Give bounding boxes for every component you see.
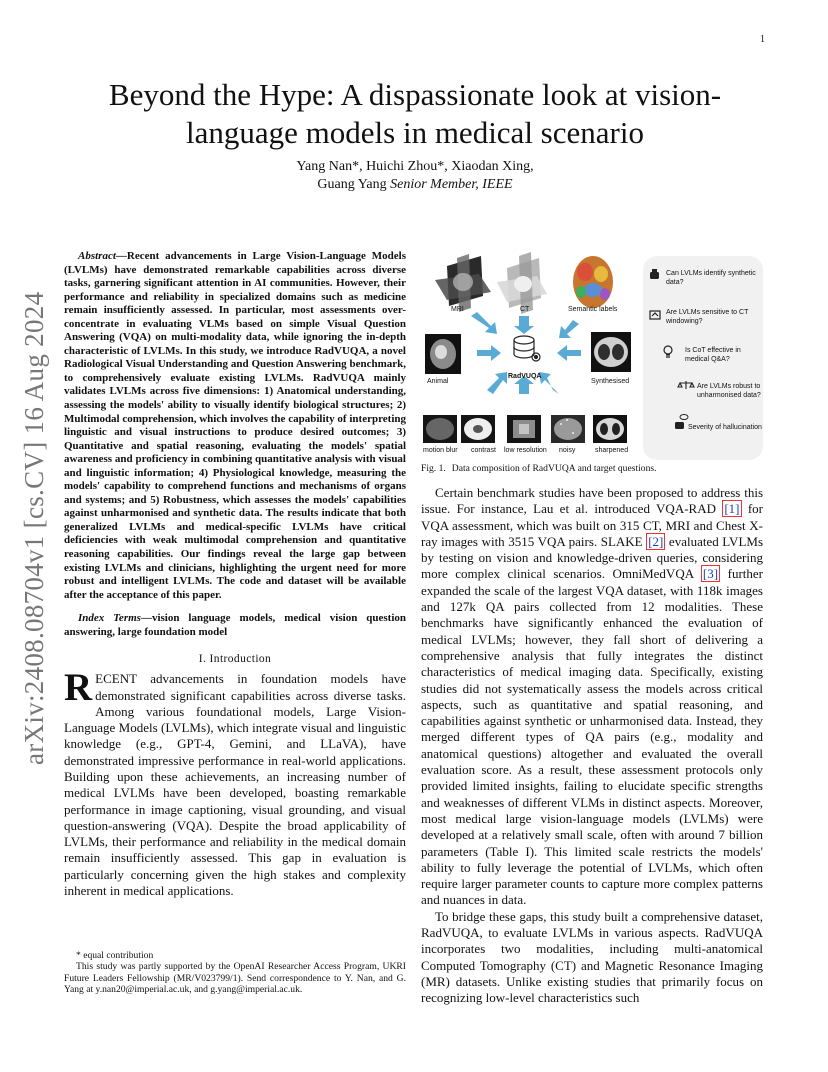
- ct-volume-image: [497, 252, 547, 314]
- right-column: [421, 250, 763, 1007]
- section-heading-introduction: I. Introduction: [198, 653, 272, 666]
- paragraph-text: evaluated LVLMs by testing on vision and knowledge-driven queries, considering more complex clinical scenarios. OmniMedVQA: [421, 533, 764, 582]
- question-unharmonised-data: Are LVLMs robust to unharmonised data?: [697, 383, 761, 399]
- label-sharpened: sharpened: [595, 447, 629, 454]
- paper-title: Beyond the Hype: A dispassionate look at vision-language models in medical scenario: [108, 77, 722, 150]
- low-resolution-scan-image: [507, 415, 541, 443]
- flow-arrows: [471, 312, 581, 394]
- arxiv-identifier-stamp: arXiv:2408.08704v1 [cs.CV] 16 Aug 2024: [19, 291, 49, 765]
- mri-volume-image: [435, 254, 491, 312]
- label-synthesised: Synthesised: [591, 378, 630, 385]
- index-terms-text: —vision language models, medical vision question answering, large foundation model: [64, 612, 406, 638]
- intro-paragraph-text: ECENT advancements in foundation models have demonstrated significant capabilities across diverse tasks. Among various foundational models, Large Vision-Language Models (LVLMs), which integrate visual and linguistic knowledge (e.g., GPT-4, Gemini, and LLaVA), have demonstrated impressive performance in real-world applications. Building upon these achievements, an increasing number of medical LVLMs have been developed, boasting remarkable performance in image captioning, visual grounding, and visual question-answering (VQA). Despite the broad applicability of LVLMs, their performance and reliability in the medical domain remain insufficiently assessed. This gap in evaluation is particularly concerning given the high stakes and complexity inherent in medical applications.: [64, 671, 406, 899]
- figure-caption-text: Data composition of RadVUQA and target questions.: [451, 463, 657, 474]
- intro-paragraph: [64, 666, 406, 899]
- question-ct-windowing: Are LVLMs sensitive to CT windowing?: [666, 309, 749, 325]
- abstract-lead: Abstract: [78, 250, 116, 262]
- label-low-resolution: low resolution: [504, 447, 547, 454]
- label-noisy: noisy: [559, 447, 576, 454]
- page-number: 1: [760, 34, 765, 45]
- citation-link-3[interactable]: [3]: [702, 566, 719, 582]
- label-contrast: contrast: [471, 447, 496, 454]
- semantic-labels-image: [573, 256, 613, 308]
- right-paragraph-2: To bridge these gaps, this study built a comprehensive dataset, RadVUQA, to evaluate LVLMs in various aspects. RadVUQA incorporates two modalities, including multi-anatomical Computed Tomography (CT) and Magnetic Resonance Imaging (MR) datasets. Unlike existing studies that primarily focus on recognizing low-level characteristics such: [421, 908, 763, 1006]
- abstract-text: —Recent advancements in Large Vision-Language Models (LVLMs) have demonstrated remarkable capabilities across diverse tasks, garnering significant attention in AI communities. However, their performance and reliability in specialized domains such as medicine remain insufficiently assessed. In particular, most assessments over-concentrate in evaluating VLMs based on simple Visual Question Answering (VQA) on multi-modality data, while ignoring the in-depth characteristic of LVLMs. In this study, we introduce RadVUQA, a novel Radiological Visual Understanding and Question Answering benchmark, to comprehensively evaluate existing LVLMs. RadVUQA mainly validates LVLMs across five dimensions: 1) Anatomical understanding, assessing the models' ability to visually identify biological structures; 2) Multimodal comprehension, which involves the capability of interpreting linguistic and visual instructions to produce desired outcomes; 3) Quantitative and spatial reasoning, evaluating the models' spatial awareness and proficiency in combining quantitative analysis with visual and linguistic information; 4) Physiological knowledge, measuring the models' capability to comprehend functions and mechanisms of organs and systems; and 5) Robustness, which assesses the models' capabilities against unharmonised and synthetic data. The results indicate that both generalized LVLMs and medical-specific LVLMs have critical deficiencies with weak multimodal comprehension and quantitative reasoning capabilities. Our findings reveal the large gap between existing LVLMs and clinicians, highlighting the urgent need for more robust and intelligent LVLMs. The code and dataset will be available after the acceptance of this paper.: [64, 250, 406, 601]
- index-terms: [64, 612, 406, 639]
- motion-blur-scan-image: [423, 415, 457, 443]
- animal-scan-image: [425, 334, 461, 374]
- label-motion-blur: motion blur: [423, 447, 458, 454]
- question-synthetic-data: Can LVLMs identify synthetic data?: [666, 270, 756, 286]
- paragraph-text: further expanded the scale of the largest VQA dataset, with 118k images and 127k QA pairs collected from 12 modalities. These benchmarks have significantly enhanced the evaluation of medical LVLMs; however, they fall short of delivering a comprehensive analysis that fully integrates the distinct characteristics of medical imaging data. Specifically, existing studies did not systematically assess the models across critical aspects, such as quantitative and spatial reasoning, and capabilities against synthetic or unharmonised data. Instead, they merged different types of QA pairs (e.g., modality and anatomical questions) altogether and evaluated the overall evaluation score. As a result, these assessment protocols only provided limited insights, failing to elucidate specific strengths and weaknesses of different VLMs in distinct aspects. Moreover, most medical large vision-language models (LVLMs) were developed at a relatively small scale, often with around 7 billion parameters (Table I). This limited scale restricts the models' ability to fully leverage the potential of LVLMs, which often require larger parameter counts to capture more complex patterns and nuances in data.: [421, 566, 763, 908]
- label-ct: CT: [520, 306, 530, 313]
- author-line-1: Yang Nan*, Huichi Zhou*, Xiaodan Xing,: [296, 159, 534, 174]
- figure-caption-number: Fig. 1.: [421, 463, 446, 474]
- sharpened-scan-image: [593, 415, 627, 443]
- abstract: [64, 250, 406, 602]
- figure-caption: [421, 463, 763, 475]
- citation-link-1[interactable]: [1]: [724, 501, 740, 517]
- contrast-scan-image: [461, 415, 495, 443]
- noisy-scan-image: [551, 415, 585, 443]
- label-animal: Animal: [427, 378, 449, 385]
- left-column: [64, 250, 406, 899]
- paragraph-text: Certain benchmark studies have been proposed to address this issue. For instance, Lau et al. introduced VQA-RAD: [421, 485, 763, 517]
- label-mri: MRI: [451, 306, 464, 313]
- figure-radvuqa-composition: [421, 250, 763, 460]
- author-membership: Senior Member, IEEE: [390, 177, 513, 192]
- question-hallucination: Severity of hallucination: [688, 424, 762, 431]
- label-semantic-labels: Semantic labels: [568, 306, 618, 313]
- drop-cap: R: [64, 666, 93, 710]
- database-icon: [514, 336, 540, 361]
- paragraph-text: for VQA assessment, which was built on 315 CT, MRI and Chest X-ray images with 3515 VQA pairs. SLAKE: [421, 501, 763, 549]
- right-paragraph-1: [421, 485, 763, 909]
- footnotes: [64, 950, 406, 996]
- synthesised-scan-image: [591, 332, 631, 372]
- label-radvuqa: RadVUQA: [508, 373, 542, 380]
- footnote-funding: This study was partly supported by the OpenAI Researcher Access Program, UKRI Future Leaders Fellowship (MR/V023799/1). Send correspondence to Y. Nan, and G. Yang at y.nan20@imperial.ac.uk, and g.yang@imperial.ac.uk.: [64, 961, 406, 996]
- index-terms-lead: Index Terms: [78, 612, 141, 625]
- author-line-2: [90, 176, 740, 194]
- author-name: Guang Yang: [317, 177, 387, 192]
- author-list: [90, 158, 740, 194]
- citation-link-2[interactable]: [2]: [648, 533, 664, 549]
- footnote-equal-contribution: * equal contribution: [76, 950, 154, 961]
- question-cot: Is CoT effective in medical Q&A?: [685, 347, 741, 363]
